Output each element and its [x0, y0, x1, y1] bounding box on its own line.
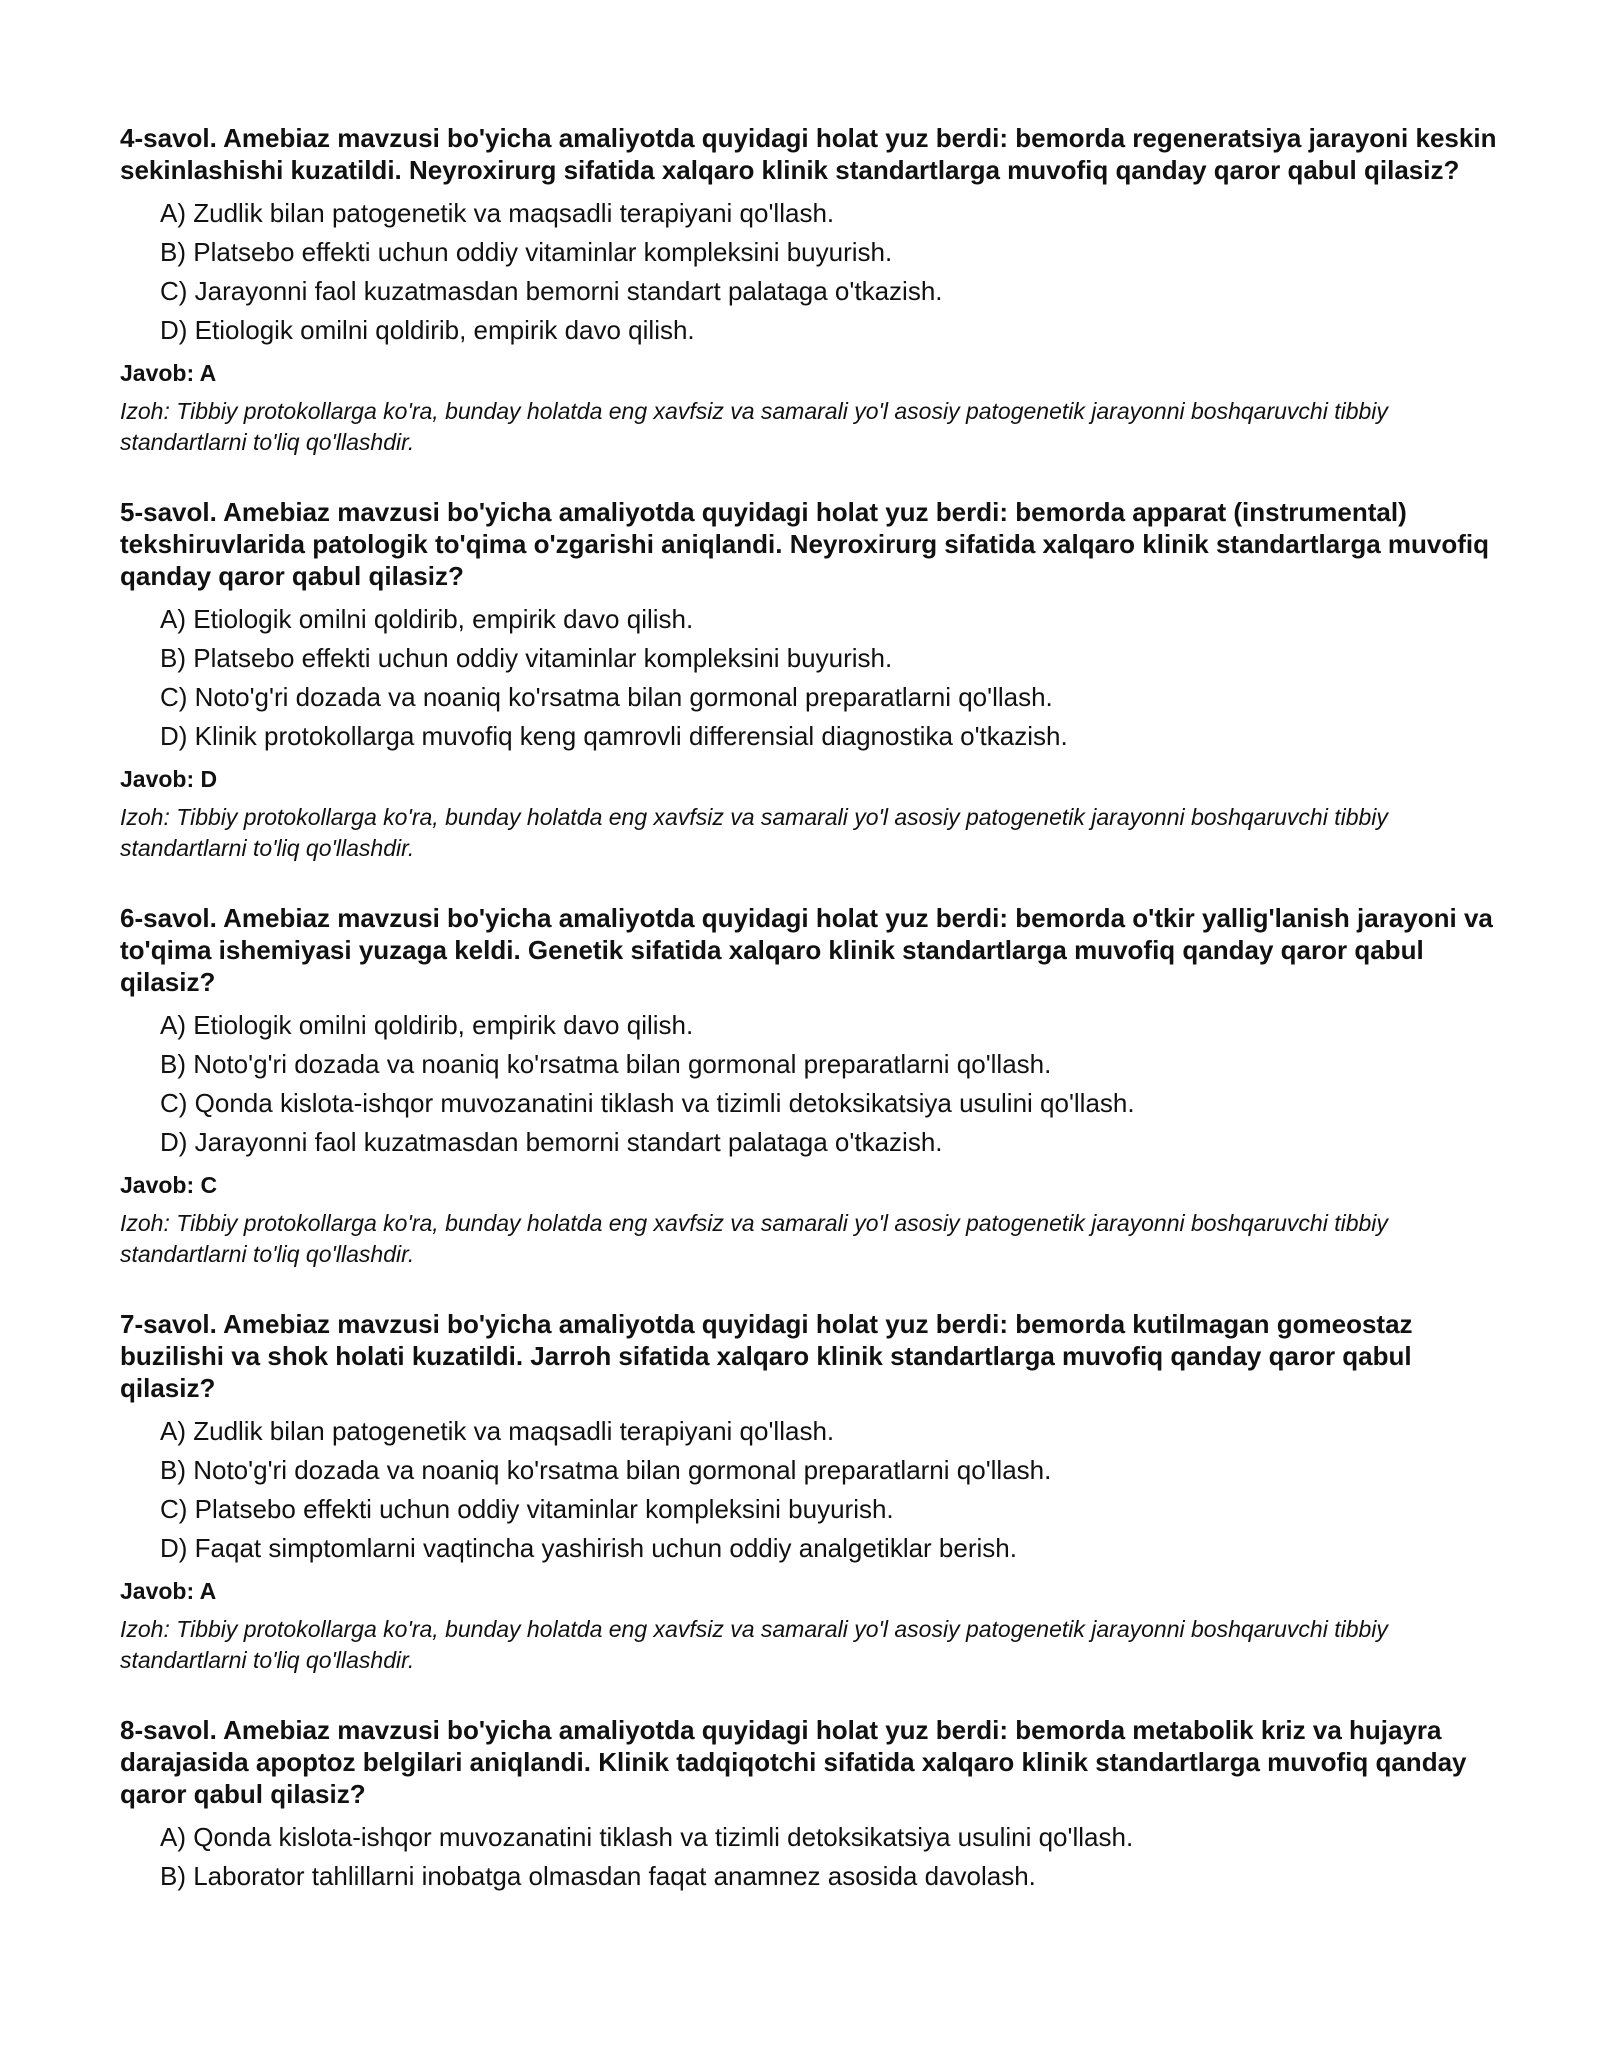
question-block	[120, 496, 1500, 864]
option-a: A) Qonda kislota-ishqor muvozanatini tiklash va tizimli detoksikatsiya usulini qo'llash.	[160, 1822, 1134, 1852]
explanation-text: Izoh: Tibbiy protokollarga ko'ra, bunday holatda eng xavfsiz va samarali yo'l asosiy patogenetik jarayonni boshqaruvchi tibbiy standartlarni to'liq qo'llashdir.	[120, 398, 1388, 455]
options-list	[120, 600, 1500, 756]
question-title: 8-savol. Amebiaz mavzusi bo'yicha amaliyotda quyidagi holat yuz berdi: bemorda metabolik kriz va hujayra darajasida apoptoz belgilari aniqlandi. Klinik tadqiqotchi sifatida xalqaro klinik standartlarga muvofiq qanday qaror qabul qilasiz?	[120, 1715, 1467, 1809]
option-b: B) Noto'g'ri dozada va noaniq ko'rsatma bilan gormonal preparatlarni qo'llash.	[160, 1049, 1052, 1079]
option-c: C) Qonda kislota-ishqor muvozanatini tiklash va tizimli detoksikatsiya usulini qo'llash.	[160, 1088, 1135, 1118]
explanation-text: Izoh: Tibbiy protokollarga ko'ra, bunday holatda eng xavfsiz va samarali yo'l asosiy patogenetik jarayonni boshqaruvchi tibbiy standartlarni to'liq qo'llashdir.	[120, 1616, 1388, 1673]
document-page	[120, 122, 1500, 1934]
option-b: B) Noto'g'ri dozada va noaniq ko'rsatma bilan gormonal preparatlarni qo'llash.	[160, 1455, 1052, 1485]
explanation-text: Izoh: Tibbiy protokollarga ko'ra, bunday holatda eng xavfsiz va samarali yo'l asosiy patogenetik jarayonni boshqaruvchi tibbiy standartlarni to'liq qo'llashdir.	[120, 1210, 1388, 1267]
option-c: C) Platsebo effekti uchun oddiy vitaminlar kompleksini buyurish.	[160, 1494, 894, 1524]
option-d: D) Klinik protokollarga muvofiq keng qamrovli differensial diagnostika o'tkazish.	[160, 721, 1068, 751]
option-d: D) Faqat simptomlarni vaqtincha yashirish uchun oddiy analgetiklar berish.	[160, 1533, 1017, 1563]
option-a: A) Zudlik bilan patogenetik va maqsadli terapiyani qo'llash.	[160, 1416, 835, 1446]
answer-line: Javob: C	[120, 1172, 218, 1198]
question-block	[120, 902, 1500, 1270]
question-block	[120, 122, 1500, 458]
option-a: A) Etiologik omilni qoldirib, empirik davo qilish.	[160, 604, 694, 634]
option-c: C) Jarayonni faol kuzatmasdan bemorni standart palataga o'tkazish.	[160, 276, 943, 306]
options-list	[120, 194, 1500, 350]
options-list	[120, 1412, 1500, 1568]
question-title: 7-savol. Amebiaz mavzusi bo'yicha amaliyotda quyidagi holat yuz berdi: bemorda kutilmagan gomeostaz buzilishi va shok holati kuzatildi. Jarroh sifatida xalqaro klinik standartlarga muvofiq qanday qaror qabul qilasiz?	[120, 1309, 1413, 1403]
question-title: 4-savol. Amebiaz mavzusi bo'yicha amaliyotda quyidagi holat yuz berdi: bemorda regeneratsiya jarayoni keskin sekinlashishi kuzatildi. Neyroxirurg sifatida xalqaro klinik standartlarga muvofiq qanday qaror qabul qilasiz?	[120, 123, 1497, 185]
answer-line: Javob: A	[120, 360, 217, 386]
question-block	[120, 1714, 1500, 1896]
option-a: A) Zudlik bilan patogenetik va maqsadli terapiyani qo'llash.	[160, 198, 835, 228]
option-b: B) Platsebo effekti uchun oddiy vitaminlar kompleksini buyurish.	[160, 643, 893, 673]
options-list	[120, 1818, 1500, 1896]
option-b: B) Platsebo effekti uchun oddiy vitaminlar kompleksini buyurish.	[160, 237, 893, 267]
option-d: D) Jarayonni faol kuzatmasdan bemorni standart palataga o'tkazish.	[160, 1127, 943, 1157]
answer-line: Javob: D	[120, 766, 218, 792]
option-c: C) Noto'g'ri dozada va noaniq ko'rsatma bilan gormonal preparatlarni qo'llash.	[160, 682, 1053, 712]
question-title: 6-savol. Amebiaz mavzusi bo'yicha amaliyotda quyidagi holat yuz berdi: bemorda o'tkir yallig'lanish jarayoni va to'qima ishemiyasi yuzaga keldi. Genetik sifatida xalqaro klinik standartlarga muvofiq qanday qaror qabul qilasiz?	[120, 903, 1493, 997]
option-b: B) Laborator tahlillarni inobatga olmasdan faqat anamnez asosida davolash.	[160, 1861, 1036, 1891]
option-d: D) Etiologik omilni qoldirib, empirik davo qilish.	[160, 315, 695, 345]
options-list	[120, 1006, 1500, 1162]
question-title: 5-savol. Amebiaz mavzusi bo'yicha amaliyotda quyidagi holat yuz berdi: bemorda apparat (instrumental) tekshiruvlarida patologik to'qima o'zgarishi aniqlandi. Neyroxirurg sifatida xalqaro klinik standartlarga muvofiq qanday qaror qabul qilasiz?	[120, 497, 1490, 591]
option-a: A) Etiologik omilni qoldirib, empirik davo qilish.	[160, 1010, 694, 1040]
answer-line: Javob: A	[120, 1578, 217, 1604]
explanation-text: Izoh: Tibbiy protokollarga ko'ra, bunday holatda eng xavfsiz va samarali yo'l asosiy patogenetik jarayonni boshqaruvchi tibbiy standartlarni to'liq qo'llashdir.	[120, 804, 1388, 861]
question-block	[120, 1308, 1500, 1676]
